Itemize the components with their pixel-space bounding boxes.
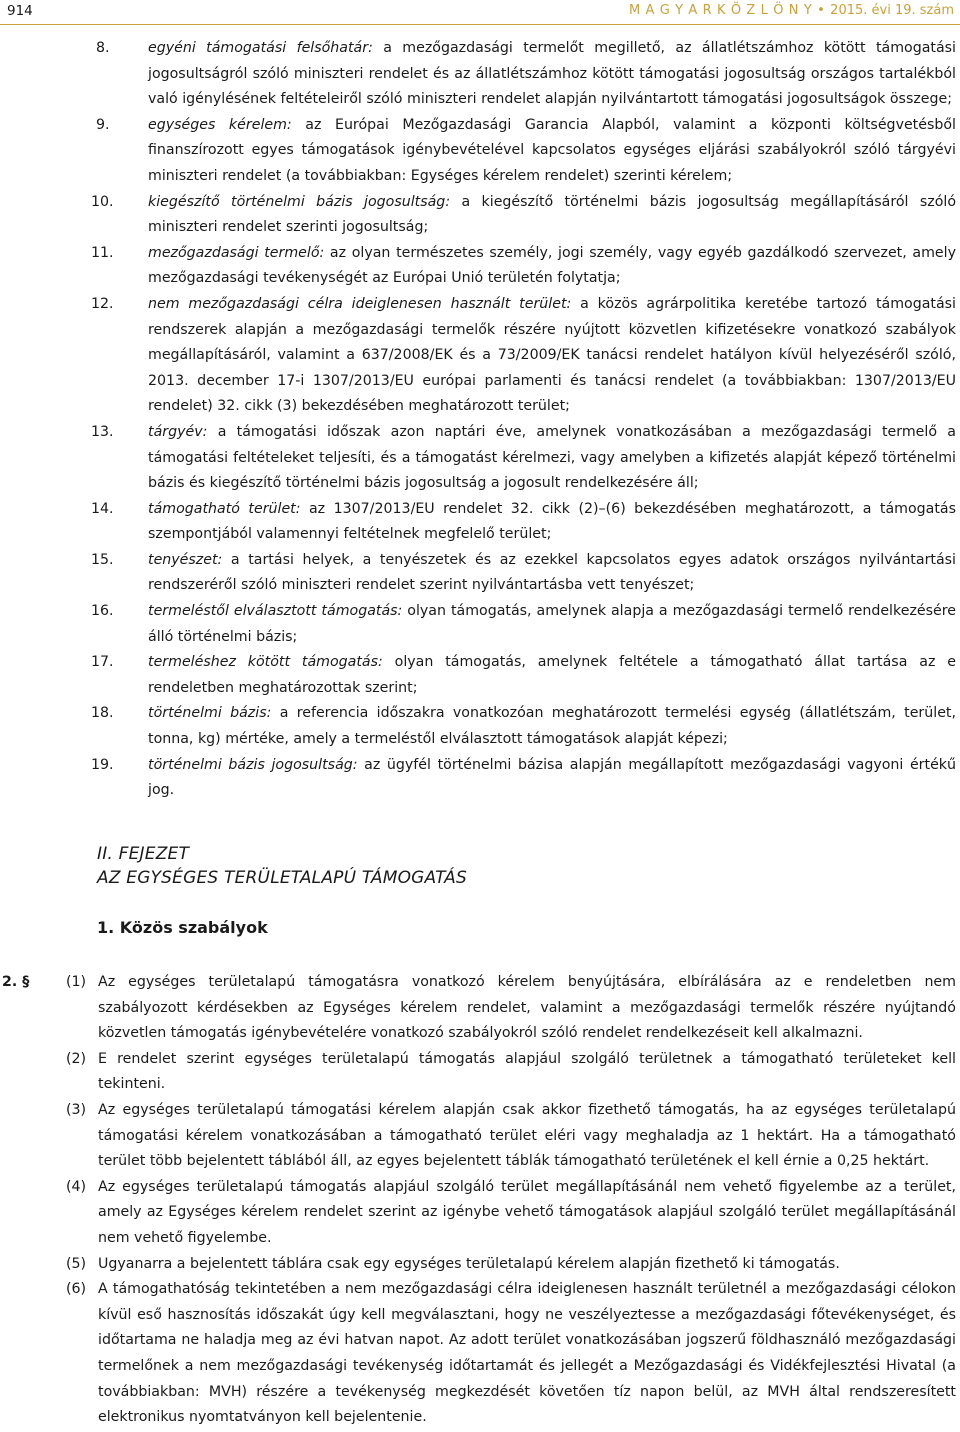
- section-title: 1. Közös szabályok: [97, 918, 268, 937]
- journal-title-line: [629, 3, 954, 18]
- definition-text: a referencia időszakra vonatkozóan meghatározott termelési egység (állatlétszám, terület, tonna, kg) mértéke, amely a termeléstől elválasztott támogatások alapját képezi;: [148, 705, 956, 748]
- definition-text: az Európai Mezőgazdasági Garancia Alapból, valamint a központi költségvetésből finanszírozott egyes támogatások igénybevételével kapcsolatos egységes eljárási szabályokról szóló tárgyévi miniszteri rendelet (a továbbiakban: Egységes kérelem rendelet) szerinti kérelem;: [148, 116, 956, 184]
- definition-item: [0, 497, 960, 548]
- definition-term: tenyészet:: [148, 551, 223, 568]
- subsection-text: E rendelet szerint egységes területalapú támogatás alapjául szolgáló területnek a támogatható területeket kell tekinteni.: [98, 1050, 956, 1093]
- subsection: [0, 1098, 960, 1175]
- definition-number: 19.: [91, 756, 114, 773]
- journal-title: M A G Y A R K Ö Z L Ö N Y: [628, 3, 813, 18]
- definition-term: termeléstől elválasztott támogatás:: [148, 603, 403, 620]
- definition-number: 15.: [91, 551, 114, 568]
- definition-term: kiegészítő történelmi bázis jogosultság:: [148, 193, 451, 210]
- subsection: [0, 1175, 960, 1252]
- subsection-number: (4): [66, 1178, 87, 1195]
- definition-item: [0, 113, 960, 190]
- definition-text: a tartási helyek, a tenyészetek és az ezekkel kapcsolatos egyes adatok országos nyilvántartási rendszeréről szóló miniszteri rendelet szerint nyilvántartásba vett tenyészet;: [148, 551, 956, 594]
- definition-number: 16.: [91, 603, 114, 620]
- definition-text: a támogatási időszak azon naptári éve, amelynek vonatkozásában a mezőgazdasági termelő a támogatási feltételeket teljesíti, és a támogatást kérelmezi, vagy amelyben a kifizetés alapját képező történelmi bázis és kiegészítő történelmi bázis jogosultság a jogosult rendelkezésére áll;: [148, 423, 956, 492]
- subsection-number: (1): [66, 974, 87, 990]
- definition-number: 8.: [96, 40, 110, 56]
- definition-number: 9.: [96, 116, 110, 133]
- definition-number: 18.: [91, 705, 114, 722]
- definition-term: egyéni támogatási felsőhatár:: [148, 40, 373, 56]
- definition-item: [0, 190, 960, 241]
- chapter-number: II. FEJEZET: [97, 844, 190, 864]
- chapter-heading: [97, 842, 467, 890]
- definition-term: támogatható terület:: [148, 500, 301, 517]
- definition-item: [0, 292, 960, 420]
- definition-item: [0, 36, 960, 113]
- page-header: [0, 0, 960, 30]
- subsection-text: Az egységes területalapú támogatás alapjául szolgáló terület megállapításánál nem vehető figyelembe az a terület, amely az Egységes kérelem rendelet szerint az igénybe vehető támogatások alapjául szolgáló terület megállapításánál nem vehető figyelembe.: [98, 1178, 956, 1246]
- subsection-text: A támogathatóság tekintetében a nem mezőgazdasági célra ideiglenesen használt területnél a mezőgazdasági célokon kívül eső hasznosítás időszakát úgy kell megválasztani, hogy ne veszélyeztesse a mezőgazdasági főtevékenységet, és időtartama ne haladja meg az évi hatvan napot. Az adott terület vonatkozásában jogszerű földhasználó mezőgazdasági termelőnek a nem mezőgazdasági tevékenység időtartamát és jellegét a Mezőgazdasági és Vidékfejlesztési Hivatal (a továbbiakban: MVH) részére a tevékenység megkezdését követően tíz napon belül, az MVH által rendszeresített elektronikus nyomtatványon kell bejelentenie.: [98, 1281, 956, 1426]
- issue-date: 2015. évi 19. szám: [830, 3, 954, 18]
- subsection-text: Az egységes területalapú támogatási kérelem alapján csak akkor fizethető támogatás, ha az egységes területalapú támogatási kérelem vonatkozásában a támogatható terület eléri vagy meghaladja az 1 hektárt. Ha a támogatható terület több bejelentett táblából áll, az egyes bejelentett táblák támogatható területének el kell érnie a 0,25 hektárt.: [98, 1101, 956, 1170]
- definition-number: 13.: [91, 423, 114, 440]
- definition-item: [0, 753, 960, 804]
- definition-text: az olyan természetes személy, jogi személy, vagy egyéb gazdálkodó szervezet, amely mezőgazdasági tevékenységét az Európai Unió területén folytatja;: [148, 244, 956, 287]
- subsection: [0, 1277, 960, 1431]
- subsection-text: Ugyanarra a bejelentett táblára csak egy egységes területalapú kérelem alapján fizethető ki támogatás.: [98, 1255, 840, 1272]
- definition-item: [0, 599, 960, 650]
- subsection-number: (3): [66, 1101, 87, 1118]
- subsection: [0, 970, 960, 1047]
- definition-number: 11.: [91, 244, 114, 261]
- page-number: 914: [7, 3, 33, 19]
- paragraph-number: 2. §: [2, 974, 30, 990]
- definition-term: mezőgazdasági termelő:: [148, 244, 325, 261]
- definition-term: történelmi bázis jogosultság:: [148, 756, 358, 773]
- subsection: [0, 1047, 960, 1098]
- definition-term: termeléshez kötött támogatás:: [148, 654, 383, 671]
- definition-text: az 1307/2013/EU rendelet 32. cikk (2)–(6) bekezdésében meghatározott, a támogatás szempontjából valamennyi feltételnek megfelelő terület;: [148, 500, 956, 543]
- definition-number: 14.: [91, 500, 114, 517]
- definition-number: 17.: [91, 654, 114, 671]
- separator-bullet: •: [817, 3, 826, 18]
- definition-number: 10.: [91, 193, 114, 210]
- definition-term: tárgyév:: [148, 423, 208, 440]
- subsection-number: (6): [66, 1281, 87, 1298]
- paragraph-2: [0, 970, 960, 1431]
- definition-term: történelmi bázis:: [148, 705, 272, 722]
- definition-item: [0, 701, 960, 752]
- subsection-number: (2): [66, 1050, 87, 1067]
- definition-text: a közös agrárpolitika keretébe tartozó támogatási rendszerek alapján a mezőgazdasági termelők részére nyújtott közvetlen kifizetésekre vonatkozó szabályok megállapításáról, valamint a 637/2008/EK és a 73/2009/EK tanácsi rendelet hatályon kívül helyezéséről szóló, 2013. december 17-i 1307/2013/EU európai parlamenti és tanácsi rendelet (a továbbiakban: 1307/2013/EU rendelet) 32. cikk (3) bekezdésében meghatározott terület;: [148, 295, 956, 415]
- definition-text: olyan támogatás, amelynek feltétele a támogatható állat tartása az e rendeletben meghatározottak szerint;: [148, 654, 956, 696]
- definition-item: [0, 548, 960, 599]
- definition-item: [0, 420, 960, 497]
- definition-item: [0, 241, 960, 292]
- definition-text: olyan támogatás, amelynek alapja a mezőgazdasági termelő rendelkezésére álló történelmi bázis;: [148, 603, 956, 645]
- definition-term: nem mezőgazdasági célra ideiglenesen használt terület:: [148, 295, 572, 312]
- definition-term: egységes kérelem:: [148, 116, 292, 133]
- subsection: [0, 1252, 960, 1278]
- definition-number: 12.: [91, 295, 114, 312]
- definition-list: [0, 36, 960, 804]
- definition-text: a mezőgazdasági termelőt megillető, az állatlétszámhoz kötött támogatási jogosultságról szóló miniszteri rendelet és az állatlétszámhoz kötött támogatási jogosultság országos tartalékból való igénylésének feltételeiről szóló miniszteri rendelet alapján nyilvántartott támogatási jogosultságok összege;: [148, 40, 956, 108]
- definition-text: a kiegészítő történelmi bázis jogosultság megállapításáról szóló miniszteri rendelet szerinti jogosultság;: [148, 193, 957, 236]
- subsection-number: (5): [66, 1255, 87, 1272]
- definition-text: az ügyfél történelmi bázisa alapján megállapított mezőgazdasági vagyoni értékű jog.: [148, 756, 957, 799]
- chapter-title: AZ EGYSÉGES TERÜLETALAPÚ TÁMOGATÁS: [97, 868, 467, 888]
- subsection-text: Az egységes területalapú támogatásra vonatkozó kérelem benyújtására, elbírálására az e rendeletben nem szabályozott kérdésekben az Egységes kérelem rendelet, valamint a mezőgazdasági termelők részére nyújtandó közvetlen támogatás igénybevételére vonatkozó szabályokról szóló rendelet rendelkezéseit kell alkalmazni.: [98, 974, 956, 1042]
- definition-item: [0, 650, 960, 701]
- header-rule: [0, 24, 960, 25]
